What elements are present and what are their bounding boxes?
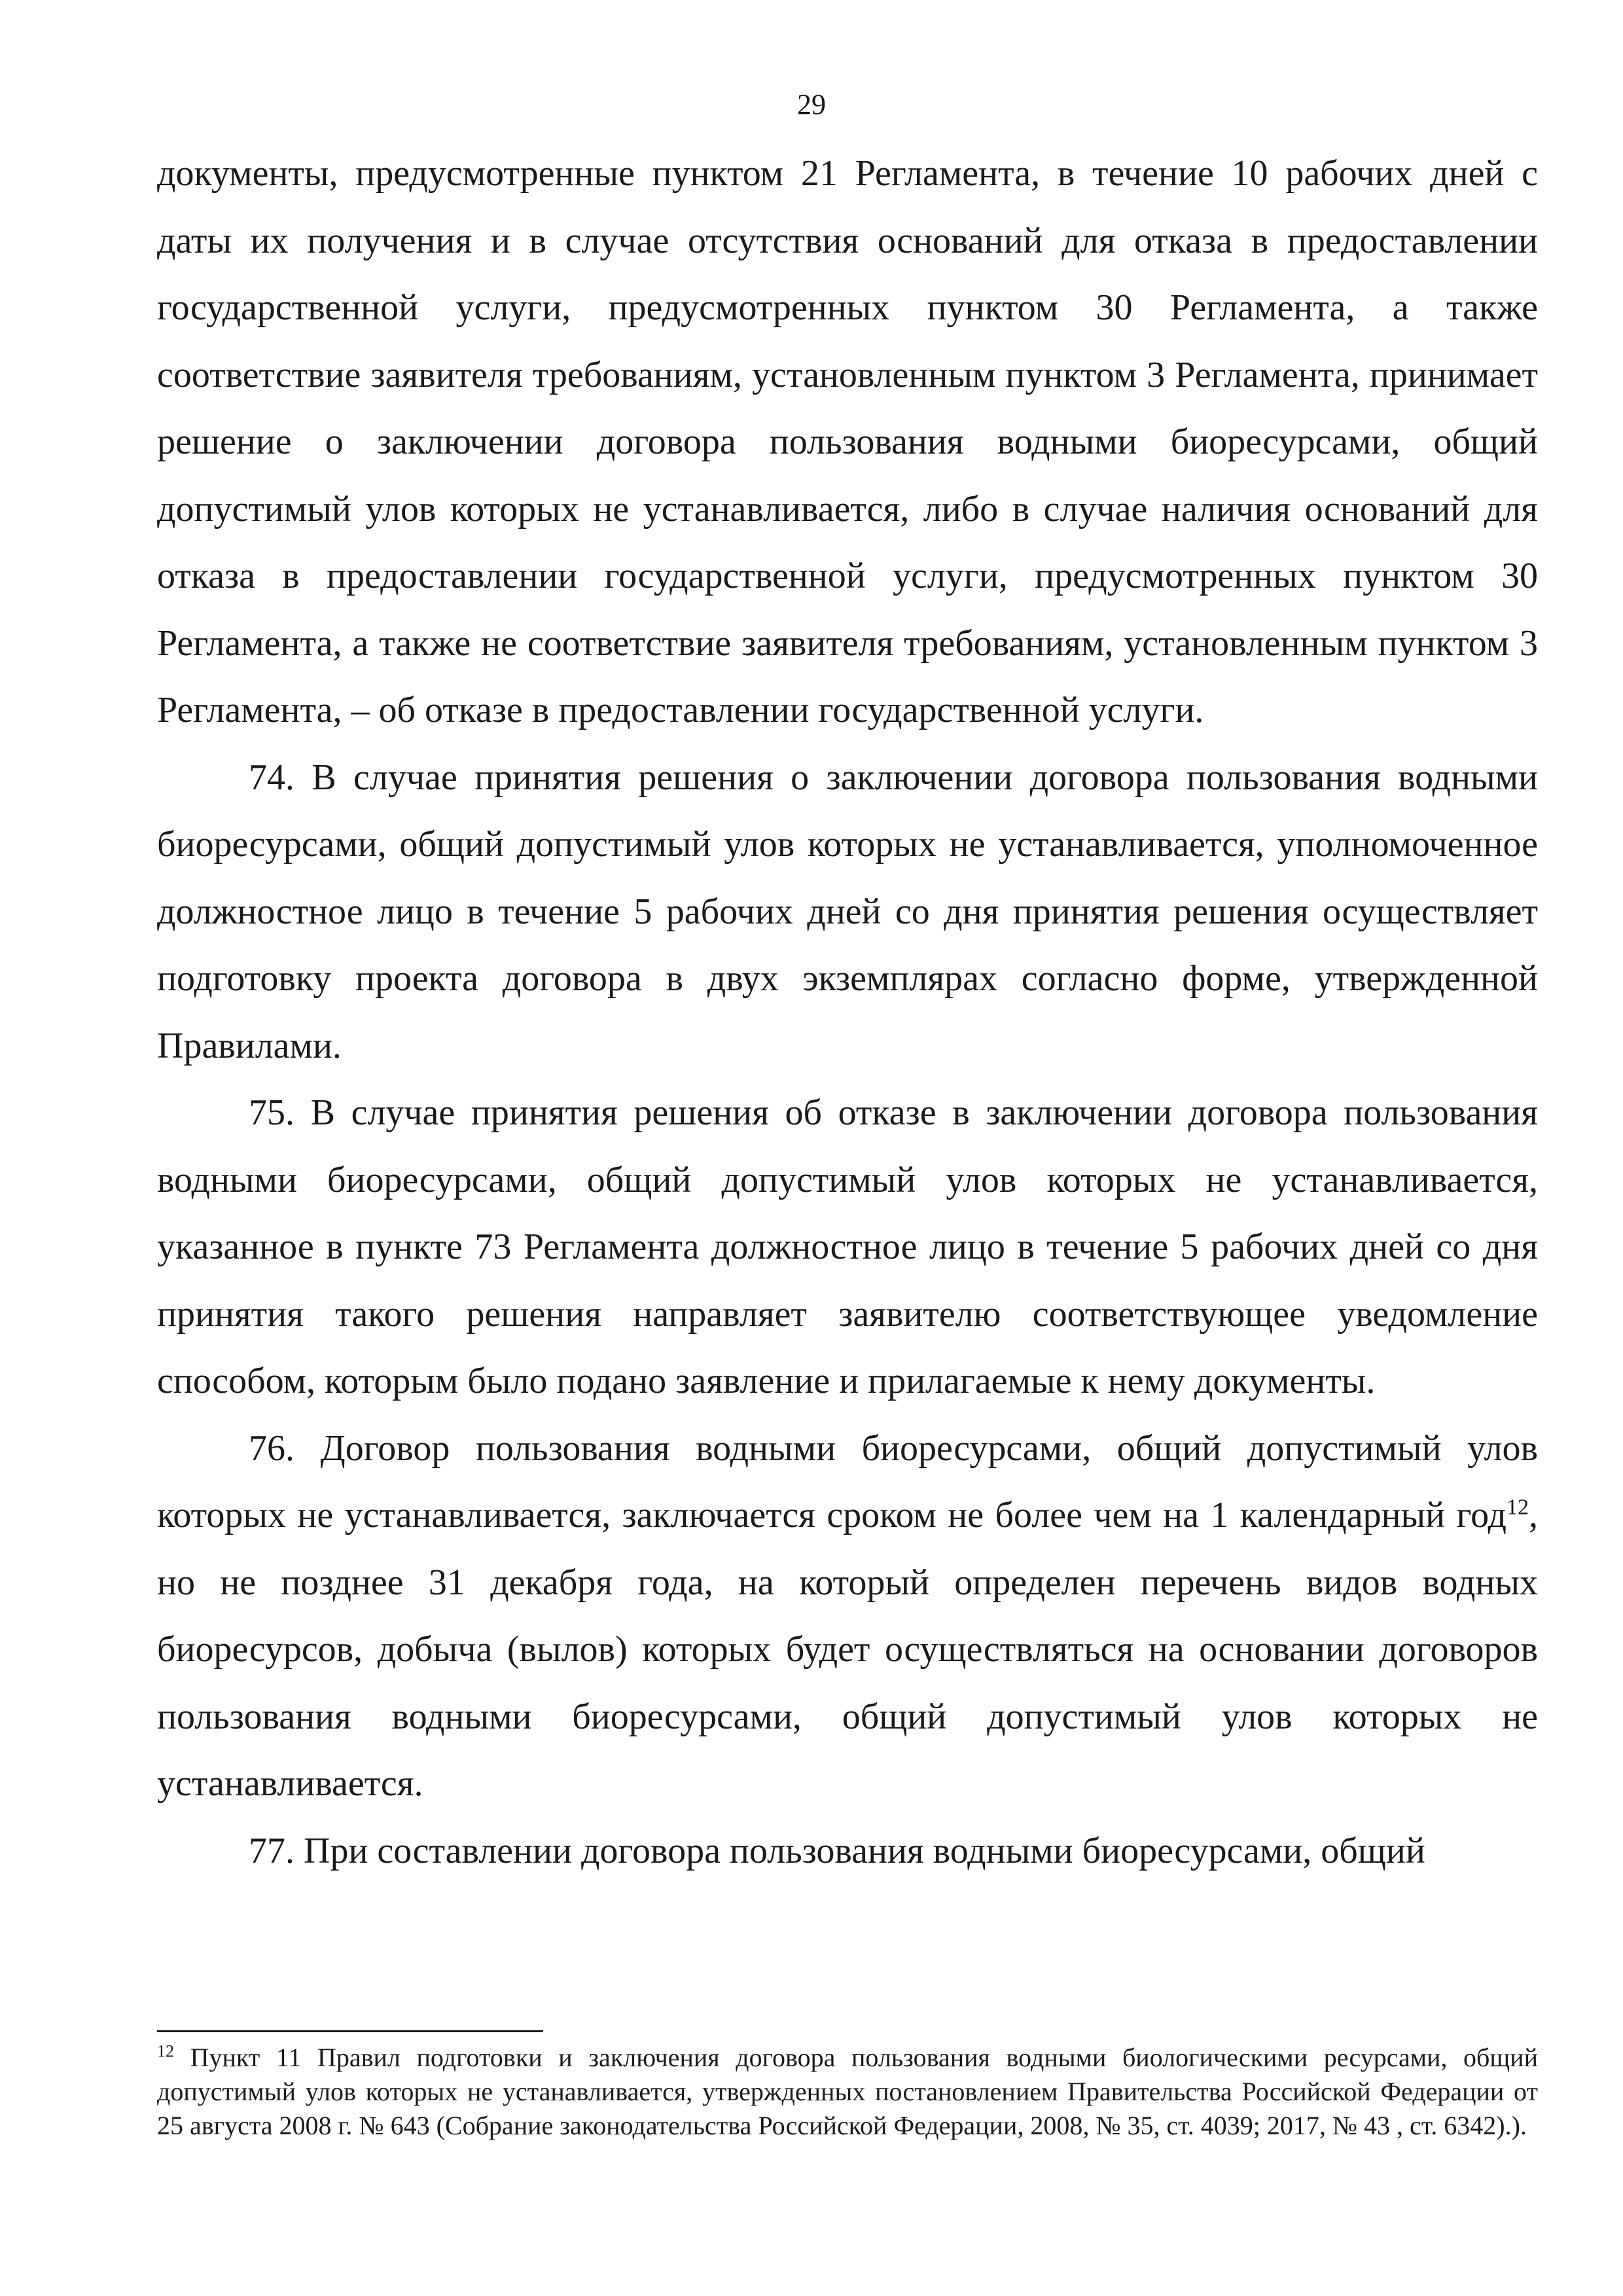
paragraph-76 xyxy=(157,1415,1538,1818)
paragraph-77: 77. При составлении договора пользования водными биоресурсами, общий xyxy=(249,1830,1425,1871)
paragraph-76-text-start: 76. Договор пользования водными биоресурсами, общий допустимый улов которых не устанавливается, заключается сроком не более чем на 1 календарный год xyxy=(157,1427,1538,1535)
paragraph-76-text-end: , но не позднее 31 декабря года, на который определен перечень видов водных биоресурсов, добыча (вылов) которых будет осуществляться на основании договоров пользования водными биоресурсами, общий допустимый улов которых не устанавливается. xyxy=(157,1495,1538,1804)
document-body xyxy=(157,140,1538,1884)
paragraph-75: 75. В случае принятия решения об отказе в заключении договора пользования водными биоресурсами, общий допустимый улов которых не устанавливается, указанное в пункте 73 Регламента должностное лицо в течение 5 рабочих дней со дня принятия такого решения направляет заявителю соответствующее уведомление способом, которым было подано заявление и прилагаемые к нему документы. xyxy=(157,1092,1538,1401)
footnote xyxy=(157,2041,1538,2143)
footnote-marker: 12 xyxy=(157,2041,174,2061)
paragraph-74: 74. В случае принятия решения о заключении договора пользования водными биоресурсами, общий допустимый улов которых не устанавливается, уполномоченное должностное лицо в течение 5 рабочих дней со дня принятия решения осуществляет подготовку проекта договора в двух экземплярах согласно форме, утвержденной Правилами. xyxy=(157,757,1538,1066)
footnote-text: Пункт 11 Правил подготовки и заключения договора пользования водными биологическими ресурсами, общий допустимый улов которых не устанавливается, утвержденных постановлением Правительства Российской Федерации от 25 августа 2008 г. № 643 (Собрание законодательства Российской Федерации, 2008, № 35, ст. 4039; 2017, № 43 , ст. 6342).). xyxy=(157,2043,1538,2140)
footnote-separator xyxy=(157,2030,543,2032)
paragraph-73-continuation: документы, предусмотренные пунктом 21 Регламента, в течение 10 рабочих дней с даты их получения и в случае отсутствия оснований для отказа в предоставлении государственной услуги, предусмотренных пунктом 30 Регламента, а также соответствие заявителя требованиям, установленным пунктом 3 Регламента, принимает решение о заключении договора пользования водными биоресурсами, общий допустимый улов которых не устанавливается, либо в случае наличия оснований для отказа в предоставлении государственной услуги, предусмотренных пунктом 30 Регламента, а также не соответствие заявителя требованиям, установленным пунктом 3 Регламента, – об отказе в предоставлении государственной услуги. xyxy=(157,153,1538,730)
page-number: 29 xyxy=(797,88,826,120)
footnote-reference[interactable]: 12 xyxy=(1507,1495,1529,1520)
